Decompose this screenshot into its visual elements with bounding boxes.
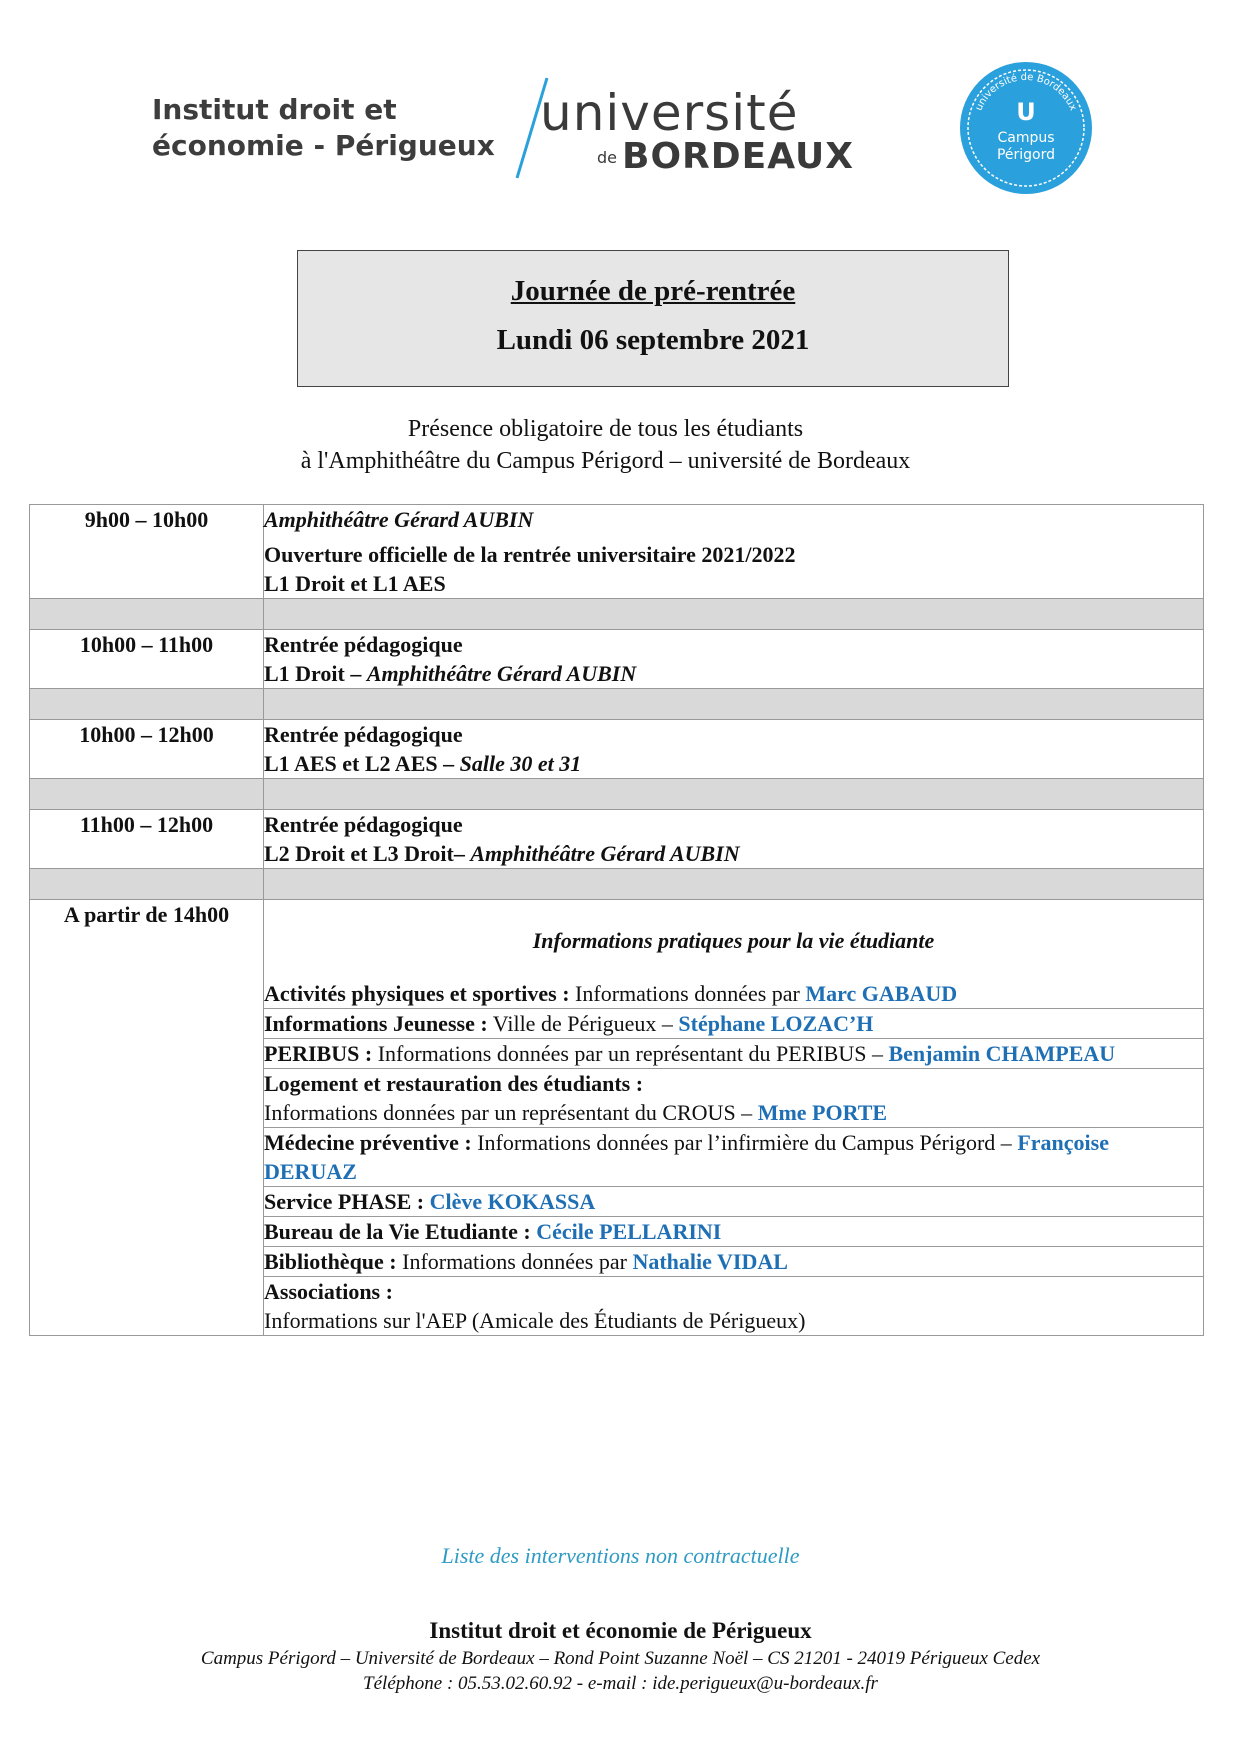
institute-logo-line1: Institut droit et bbox=[152, 93, 397, 126]
table-row bbox=[30, 810, 1204, 869]
info-text: Informations données par un représentant du PERIBUS – bbox=[372, 1041, 889, 1066]
info-text: Informations données par un représentant du CROUS – bbox=[264, 1100, 758, 1125]
info-label: PERIBUS : bbox=[264, 1041, 373, 1066]
info-text: Informations données par bbox=[569, 981, 806, 1006]
info-cell bbox=[264, 1277, 1204, 1336]
table-row bbox=[30, 630, 1204, 689]
content-cell bbox=[264, 630, 1204, 689]
info-cell bbox=[264, 1128, 1204, 1187]
time-cell: 10h00 – 12h00 bbox=[30, 720, 264, 779]
info-person: Mme PORTE bbox=[757, 1100, 888, 1125]
session-audience: L1 Droit et L1 AES bbox=[264, 571, 446, 596]
info-text: Informations données par bbox=[396, 1249, 633, 1274]
spacer-row bbox=[30, 689, 1204, 720]
table-row bbox=[30, 505, 1204, 599]
info-label: Associations : bbox=[264, 1279, 393, 1304]
info-cell bbox=[264, 1247, 1204, 1277]
afternoon-heading: Informations pratiques pour la vie étudiante bbox=[532, 928, 935, 953]
info-text: Ville de Périgueux – bbox=[487, 1011, 679, 1036]
spacer-row bbox=[30, 779, 1204, 810]
info-label: Médecine préventive : bbox=[264, 1130, 472, 1155]
info-person: Stéphane LOZAC’H bbox=[678, 1011, 874, 1036]
info-cell bbox=[264, 1217, 1204, 1247]
institute-logo-line2: économie - Périgueux bbox=[152, 129, 495, 162]
info-cell bbox=[264, 1039, 1204, 1069]
seal-letter: U bbox=[1016, 98, 1036, 126]
table-row bbox=[30, 900, 1204, 1009]
info-label: Bureau de la Vie Etudiante : bbox=[264, 1219, 531, 1244]
disclaimer-note: Liste des interventions non contractuelle bbox=[441, 1543, 800, 1568]
info-cell bbox=[264, 900, 1204, 1009]
info-cell bbox=[264, 1069, 1204, 1128]
info-person: Marc GABAUD bbox=[805, 981, 958, 1006]
info-cell bbox=[264, 1187, 1204, 1217]
title-box bbox=[297, 250, 1009, 387]
info-person: Clève KOKASSA bbox=[429, 1189, 596, 1214]
info-text: Informations sur l'AEP (Amicale des Étudiants de Périgueux) bbox=[264, 1308, 806, 1333]
venue: Amphithéâtre Gérard AUBIN bbox=[470, 841, 740, 866]
info-text: Informations données par l’infirmière du Campus Périgord – bbox=[471, 1130, 1018, 1155]
seal-ring-text: université de Bordeaux bbox=[973, 71, 1079, 113]
time-cell: 9h00 – 10h00 bbox=[30, 505, 264, 599]
session-title: Rentrée pédagogique bbox=[264, 812, 463, 837]
info-label: Activités physiques et sportives : bbox=[264, 981, 570, 1006]
spacer-row bbox=[30, 599, 1204, 630]
info-label: Bibliothèque : bbox=[264, 1249, 397, 1274]
info-label: Informations Jeunesse : bbox=[264, 1011, 488, 1036]
info-person: Benjamin CHAMPEAU bbox=[888, 1041, 1116, 1066]
university-bordeaux-logo bbox=[505, 76, 854, 186]
logo-universite-word: université bbox=[540, 84, 799, 142]
session-audience: L2 Droit et L3 Droit– bbox=[264, 841, 471, 866]
info-person: Cécile PELLARINI bbox=[536, 1219, 722, 1244]
session-title: Ouverture officielle de la rentrée universitaire 2021/2022 bbox=[264, 542, 796, 567]
institute-logo-text bbox=[152, 92, 495, 164]
venue: Salle 30 et 31 bbox=[459, 751, 582, 776]
event-date: Lundi 06 septembre 2021 bbox=[496, 324, 810, 356]
logo-de-word: de bbox=[597, 148, 617, 167]
schedule-table bbox=[29, 504, 1204, 1336]
info-label: Service PHASE : bbox=[264, 1189, 425, 1214]
seal-line1: Campus bbox=[997, 130, 1055, 146]
logo-bordeaux-word: BORDEAUX bbox=[622, 136, 854, 177]
time-cell: 10h00 – 11h00 bbox=[30, 630, 264, 689]
info-cell bbox=[264, 1009, 1204, 1039]
info-label: Logement et restauration des étudiants : bbox=[264, 1071, 644, 1096]
seal-line2: Périgord bbox=[996, 147, 1056, 163]
session-audience: L1 AES et L2 AES – bbox=[264, 751, 460, 776]
content-cell bbox=[264, 720, 1204, 779]
session-title: Rentrée pédagogique bbox=[264, 722, 463, 747]
venue: Amphithéâtre Gérard AUBIN bbox=[264, 507, 534, 532]
content-cell bbox=[264, 810, 1204, 869]
table-row bbox=[30, 720, 1204, 779]
time-cell: 11h00 – 12h00 bbox=[30, 810, 264, 869]
spacer-row bbox=[30, 869, 1204, 900]
intro-line1: Présence obligatoire de tous les étudiants bbox=[407, 416, 804, 442]
afternoon-time-cell: A partir de 14h00 bbox=[30, 900, 264, 1336]
info-person: Françoise DERUAZ bbox=[264, 1130, 1109, 1184]
content-cell bbox=[264, 505, 1204, 599]
footer-contact: Téléphone : 05.53.02.60.92 - e-mail : ide.perigueux@u-bordeaux.fr bbox=[363, 1673, 878, 1694]
footer-address: Campus Périgord – Université de Bordeaux – Rond Point Suzanne Noël – CS 21201 - 24019 Périgueux Cedex bbox=[200, 1648, 1041, 1669]
footer-institute-name: Institut droit et économie de Périgueux bbox=[429, 1618, 812, 1643]
campus-perigord-seal bbox=[958, 60, 1094, 196]
session-title: Rentrée pédagogique bbox=[264, 632, 463, 657]
venue: Amphithéâtre Gérard AUBIN bbox=[366, 661, 637, 686]
info-person: Nathalie VIDAL bbox=[632, 1249, 788, 1274]
page-title: Journée de pré-rentrée bbox=[510, 275, 796, 307]
session-audience: L1 Droit – bbox=[264, 661, 367, 686]
intro-line2: à l'Amphithéâtre du Campus Périgord – université de Bordeaux bbox=[300, 448, 911, 474]
